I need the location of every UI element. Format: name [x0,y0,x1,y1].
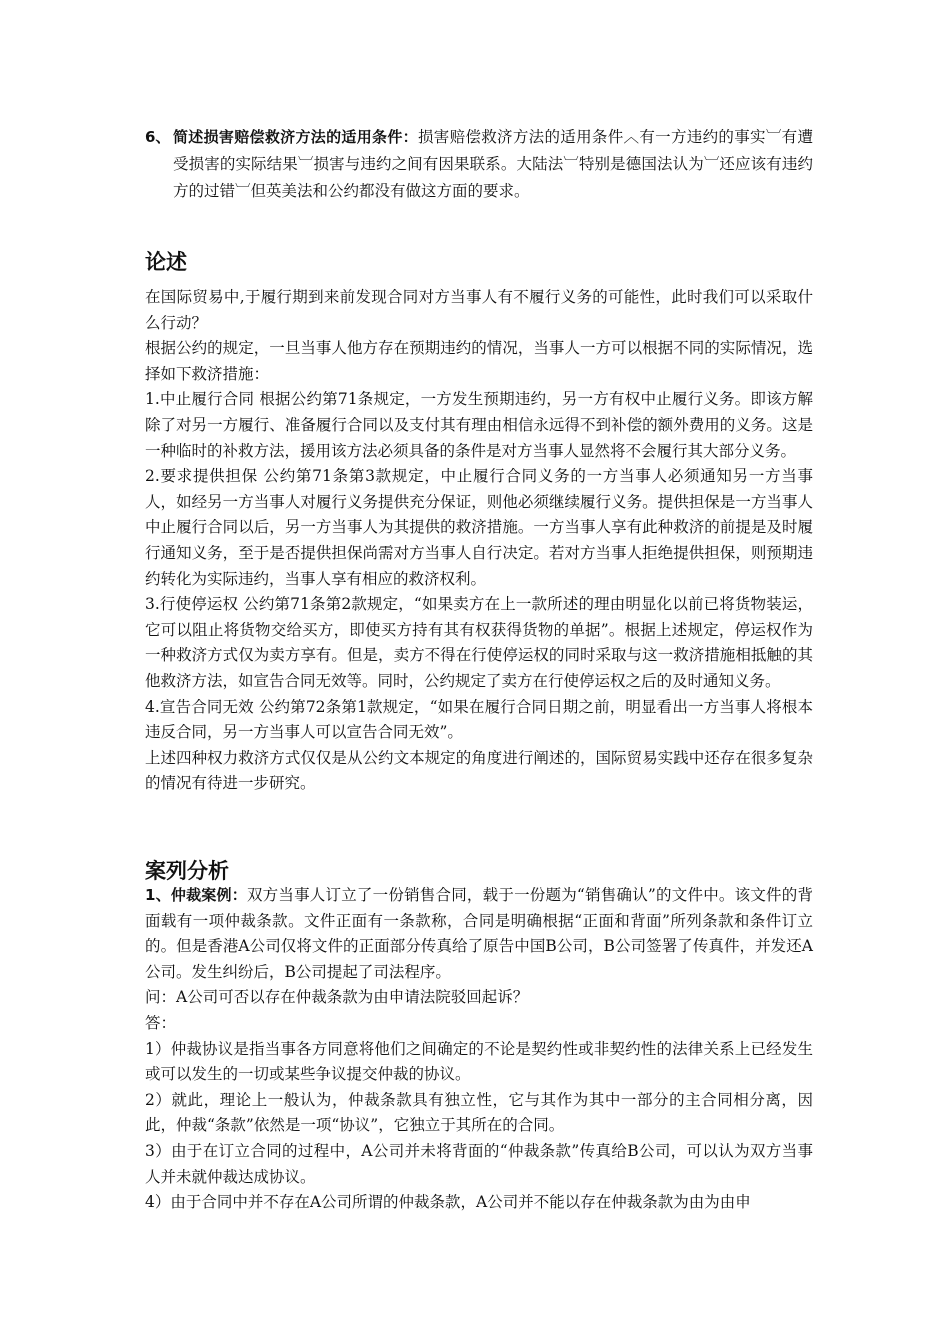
lunshu-question: 在国际贸易中,于履行期到来前发现合同对方当事人有不履行义务的可能性，此时我们可以采取什么行动？ [145,288,813,332]
lunshu-conclusion: 上述四种权力救济方式仅仅是从公约文本规定的角度进行阐述的，国际贸易实践中还存在很多复杂的情况有待进一步研究。 [145,748,813,793]
question-6-title: 简述损害赔偿救济方法的适用条件： [173,128,418,146]
lunshu-item-4: 4.宣告合同无效 公约第72条第1款规定，“如果在履行合同日期之前，明显看出一方当事人将根本违反合同，另一方当事人可以宣告合同无效”。 [145,697,813,742]
answer-item-4: 4）由于合同中并不存在A公司所谓的仲裁条款，A公司并不能以存在仲裁条款为由为由申 [145,1193,751,1212]
section-heading-anli: 案列分析 [145,859,229,883]
lunshu-item-3: 3.行使停运权 公约第71条第2款规定，“如果卖方在上一款所述的理由明显化以前已将货物装运，它可以阻止将货物交给买方，即使买方持有其有权获得货物的单据”。根据上述规定，停运权作为一种救济方式仅为卖方享有。但是，卖方不得在行使停运权的同时采取与这一救济措施相抵触的其他救济方法，如宣告合同无效等。同时，公约规定了卖方在行使停运权之后的及时通知义务。 [145,595,813,690]
lunshu-intro: 根据公约的规定，一旦当事人他方存在预期违约的情况，当事人一方可以根据不同的实际情况，选择如下救济措施： [145,339,813,383]
case-title: 1、仲裁案例： [145,886,247,904]
lunshu-item-1: 1.中止履行合同 根据公约第71条规定，一方发生预期违约，另一方有权中止履行义务。即该方解除了对另一方履行、准备履行合同以及支付其有理由相信永远得不到补偿的额外费用的义务。这是一种临时的补救方法，援用该方法必须具备的条件是对方当事人显然将不会履行其大部分义务。 [145,390,813,460]
answer-item-2: 2）就此，理论上一般认为，仲裁条款具有独立性，它与其作为其中一部分的主合同相分离，因此，仲裁“条款”依然是一项“协议”，它独立于其所在的合同。 [145,1090,813,1135]
anli-body [145,883,813,1216]
lunshu-body [145,285,813,797]
case-text: 双方当事人订立了一份销售合同，载于一份题为“销售确认”的文件中。该文件的背面载有一项仲裁条款。文件正面有一条款称，合同是明确根据“正面和背面”所列条款和条件订立的。但是香港A公司仅将文件的正面部分传真给了原告中国B公司，B公司签署了传真件，并发还A公司。发生纠纷后，B公司提起了司法程序。 [145,886,813,981]
question-number: 6、 [145,128,171,146]
question-6-body [173,124,813,205]
question-6-answer: 损害赔偿救济方法的适用条件︿有一方违约的事实︺有遭受损害的实际结果︺损害与违约之间有因果联系。大陆法︺特别是德国法认为︺还应该有违约方的过错︺但英美法和公约都没有做这方面的要求。 [173,128,813,200]
case-question: 问：A公司可否以存在仲裁条款为由申请法院驳回起诉？ [145,988,529,1007]
answer-label: 答： [145,1013,177,1032]
case-description [145,883,813,985]
section-heading-lunshu: 论述 [145,250,187,274]
question-6 [145,124,813,205]
answer-item-1: 1）仲裁协议是指当事各方同意将他们之间确定的不论是契约性或非契约性的法律关系上已经发生或可以发生的一切或某些争议提交仲裁的协议。 [145,1039,813,1084]
lunshu-item-2: 2.要求提供担保 公约第71条第3款规定，中止履行合同义务的一方当事人必须通知另一方当事人，如经另一方当事人对履行义务提供充分保证，则他必须继续履行义务。提供担保是一方当事人中止履行合同以后，另一方当事人为其提供的救济措施。一方当事人享有此种救济的前提是及时履行通知义务，至于是否提供担保尚需对方当事人自行决定。若对方当事人拒绝提供担保，则预期违约转化为实际违约，当事人享有相应的救济权利。 [145,467,813,588]
answer-item-3: 3）由于在订立合同的过程中，A公司并未将背面的“仲裁条款”传真给B公司，可以认为双方当事人并未就仲裁达成协议。 [145,1141,813,1186]
